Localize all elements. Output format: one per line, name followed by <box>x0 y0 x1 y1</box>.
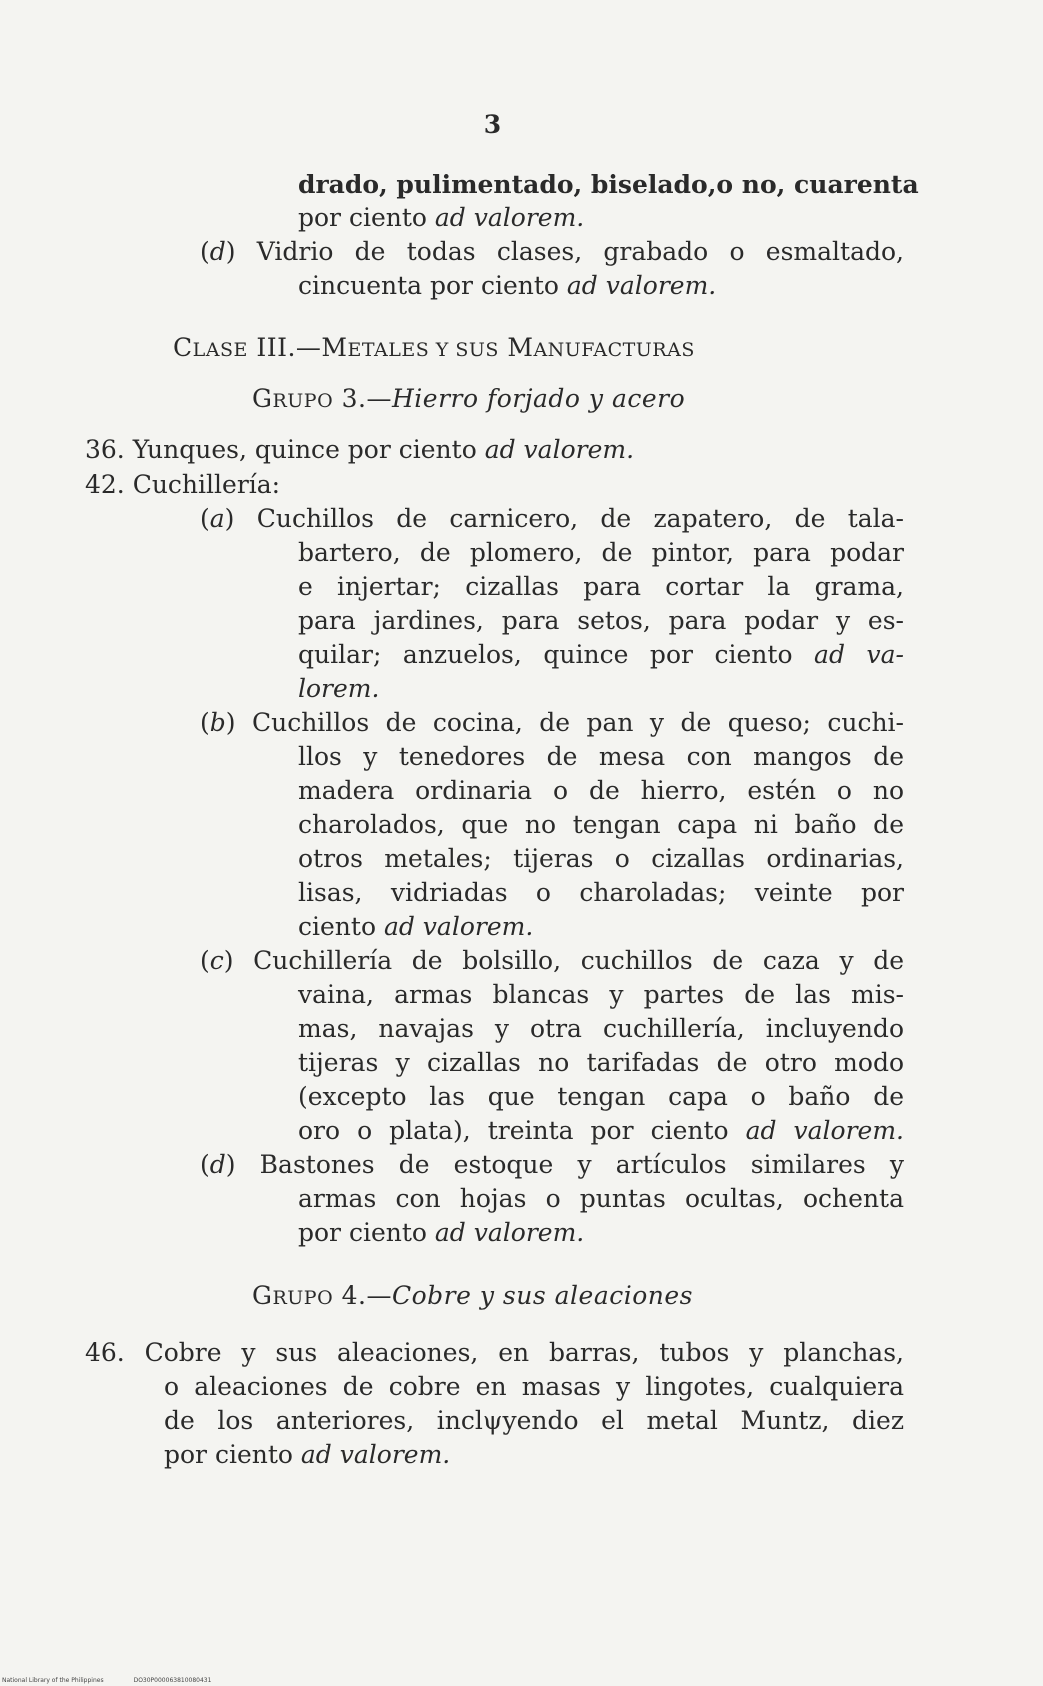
text-line: bartero, de plomero, de pintor, para podar <box>298 538 904 567</box>
text-line: por ciento ad valorem. <box>164 1440 451 1469</box>
grupo-4-heading: GRUPO 4.—Cobre y sus aleaciones <box>252 1281 694 1310</box>
text-line: charolados, que no tengan capa ni baño de <box>298 810 904 839</box>
text-line: armas con hojas o puntas ocultas, ochenta <box>298 1184 904 1213</box>
item-a: (a) Cuchillos de carnicero, de zapatero, de tala- <box>200 504 904 533</box>
text-line: tijeras y cizallas no tarifadas de otro modo <box>298 1048 904 1077</box>
text-line: quilar; anzuelos, quince por ciento ad va- <box>298 640 904 669</box>
text-line: lorem. <box>298 674 380 703</box>
item-d-bastones: (d) Bastones de estoque y artículos similares y <box>200 1150 904 1179</box>
text-line: o aleaciones de cobre en masas y lingotes, cualquiera <box>164 1372 904 1401</box>
item-36: 36. Yunques, quince por ciento ad valorem. <box>85 435 635 464</box>
text-line: llos y tenedores de mesa con mangos de <box>298 742 904 771</box>
text-line: oro o plata), treinta por ciento ad valorem. <box>298 1116 904 1145</box>
text-line: mas, navajas y otra cuchillería, incluyendo <box>298 1014 904 1043</box>
item-46: 46. Cobre y sus aleaciones, en barras, tubos y planchas, <box>85 1338 904 1367</box>
text-line: para jardines, para setos, para podar y es- <box>298 606 904 635</box>
item-c: (c) Cuchillería de bolsillo, cuchillos de caza y de <box>200 946 904 975</box>
text-line: ciento ad valorem. <box>298 912 534 941</box>
text-line: por ciento ad valorem. <box>298 203 585 232</box>
text-line: (excepto las que tengan capa o baño de <box>298 1082 904 1111</box>
text-line: por ciento ad valorem. <box>298 1218 585 1247</box>
item-b: (b) Cuchillos de cocina, de pan y de queso; cuchi- <box>200 708 904 737</box>
scan-footer: National Library of the Philippines DO30P000063810080431 <box>2 1677 212 1684</box>
text-line: drado, pulimentado, biselado,o no, cuarenta <box>298 170 919 199</box>
text-line: lisas, vidriadas o charoladas; veinte por <box>298 878 904 907</box>
text-line: cincuenta por ciento ad valorem. <box>298 271 717 300</box>
grupo-3-heading: GRUPO 3.—Hierro forjado y acero <box>252 384 686 413</box>
text-line: vaina, armas blancas y partes de las mis- <box>298 980 904 1009</box>
item-d-glass: (d) Vidrio de todas clases, grabado o esmaltado, <box>200 237 904 266</box>
text-line: madera ordinaria o de hierro, estén o no <box>298 776 904 805</box>
clase-heading: CLASE III.—METALES Y SUS MANUFACTURAS <box>173 333 695 362</box>
text-line: de los anteriores, inclψyendo el metal Muntz, diez <box>164 1406 904 1435</box>
text-line: e injertar; cizallas para cortar la grama, <box>298 572 904 601</box>
item-42: 42. Cuchillería: <box>85 470 281 499</box>
text-line: otros metales; tijeras o cizallas ordinarias, <box>298 844 904 873</box>
page-number: 3 <box>483 110 502 139</box>
